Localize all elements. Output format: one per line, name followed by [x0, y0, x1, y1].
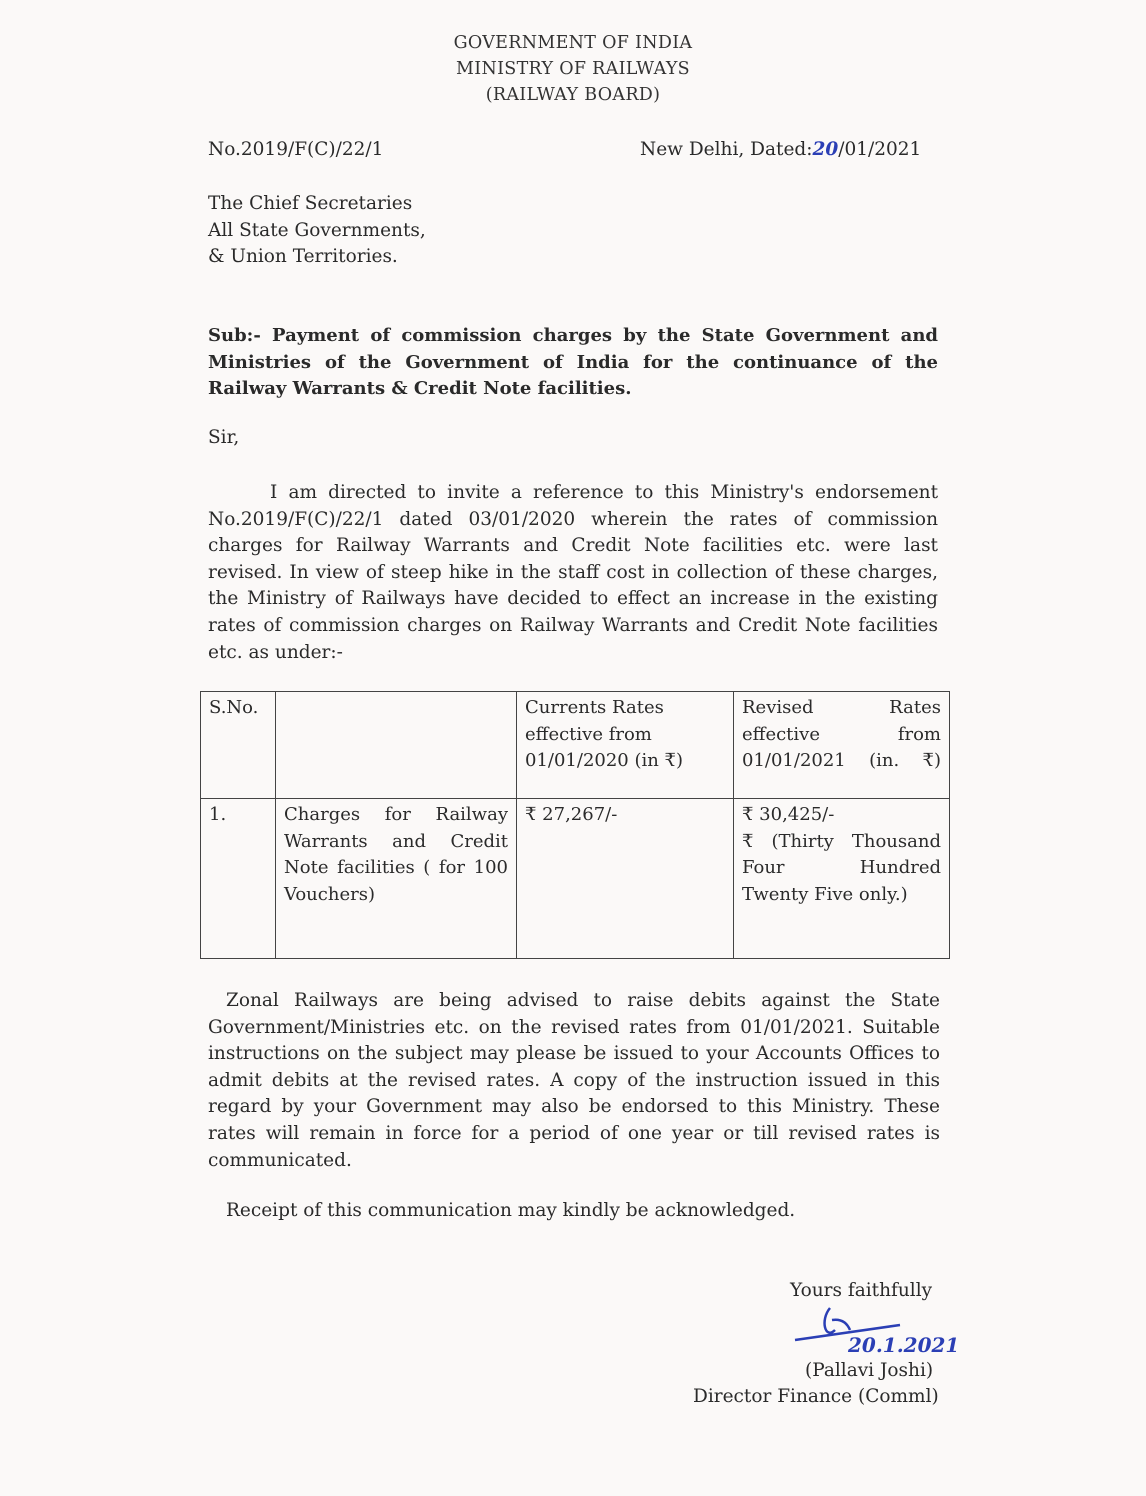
- subject: Sub:- Payment of commission charges by the State Government and Ministries of the Government of India for the continuance of the Railway Warrants & Credit Note facilities.: [208, 325, 938, 400]
- table-header-row: [201, 692, 950, 799]
- table-row: [201, 799, 950, 959]
- revised-amount: ₹ 30,425/-: [742, 804, 835, 825]
- signature-date: 20.1.2021: [848, 1333, 960, 1357]
- cell-sno: 1.: [201, 799, 276, 959]
- paragraph-1: I am directed to invite a reference to this Ministry's endorsement No.2019/F(C)/22/1 dated 03/01/2020 wherein the rates of commission charges for Railway Warrants and Credit Note facilities etc. were last revised. In view of steep hike in the staff cost in collection of these charges, the Ministry of Railways have decided to effect an increase in the existing rates of commission charges on Railway Warrants and Credit Note facilities etc. as under:-: [208, 482, 938, 663]
- cell-description: Charges for Railway Warrants and Credit Note facilities ( for 100 Vouchers): [276, 799, 517, 959]
- date-line: [640, 139, 921, 160]
- header-sno: S.No.: [201, 692, 276, 799]
- salutation: Sir,: [208, 427, 240, 448]
- header-line-1: GOVERNMENT OF INDIA: [453, 33, 693, 53]
- signatory-name: (Pallavi Joshi): [805, 1360, 934, 1381]
- addressee-line: The Chief Secretaries: [208, 193, 413, 214]
- addressee: [208, 191, 426, 271]
- addressee-line: & Union Territories.: [208, 246, 398, 267]
- signatory-title: Director Finance (Comml): [693, 1386, 939, 1407]
- date-suffix: /01/2021: [838, 139, 922, 160]
- header-line-2: MINISTRY OF RAILWAYS: [456, 59, 690, 79]
- cell-revised-rate: [734, 799, 950, 959]
- handwritten-day: 20: [812, 139, 839, 160]
- header-current-rates: Currents Rates effective from 01/01/2020 (in ₹): [517, 692, 734, 799]
- header-description: [276, 692, 517, 799]
- reference-number: No.2019/F(C)/22/1: [208, 139, 384, 160]
- paragraph-2: Zonal Railways are being advised to raise debits against the State Government/Ministries etc. on the revised rates from 01/01/2021. Suitable instructions on the subject may please be issued to your Accounts Offices to admit debits at the revised rates. A copy of the instruction issued in this regard by your Government may also be endorsed to this Ministry. These rates will remain in force for a period of one year or till revised rates is communicated.: [208, 990, 940, 1171]
- rates-table: [200, 691, 950, 959]
- date-prefix: New Delhi, Dated:: [640, 139, 813, 160]
- cell-current-rate: ₹ 27,267/-: [517, 799, 734, 959]
- header-revised-rates: Revised Rates effective from 01/01/2021 (in. ₹): [734, 692, 950, 799]
- closing: Yours faithfully: [790, 1280, 933, 1301]
- header-line-3: (RAILWAY BOARD): [485, 85, 661, 105]
- signature-icon: [790, 1300, 960, 1360]
- revised-amount-words: ₹ (Thirty Thousand Four Hundred Twenty Five only.): [742, 830, 941, 905]
- addressee-line: All State Governments,: [208, 219, 426, 241]
- paragraph-3: Receipt of this communication may kindly be acknowledged.: [226, 1200, 796, 1221]
